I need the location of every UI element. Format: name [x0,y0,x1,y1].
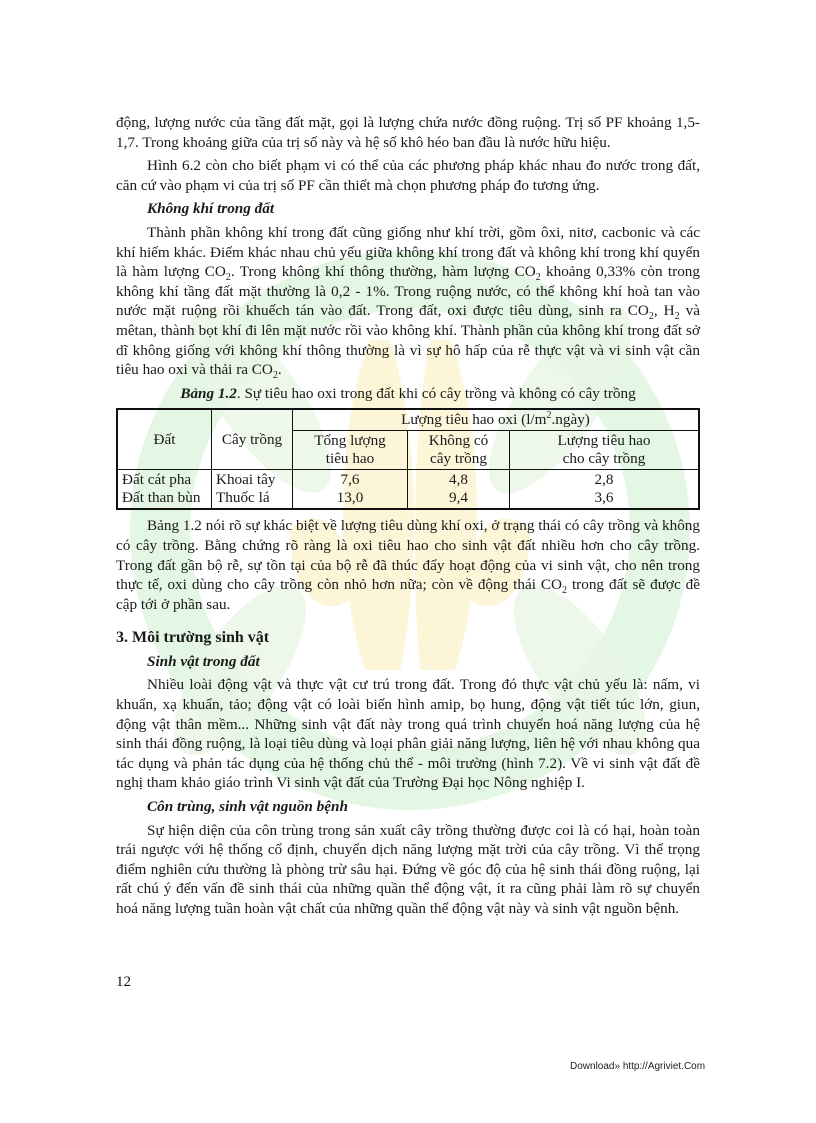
paragraph: Nhiều loài động vật và thực vật cư trú trong đất. Trong đó thực vật chủ yếu là: nấm, vi khuẩn, xạ khuẩn, tảo; động vật có loài biến hình amip, bọ hung, động vật tiết túc lớn, giun, động vật thân mềm... Những sinh vật đất này trong quá trình chuyển hoá năng lượng của hệ sinh thái đồng ruộng, là loại tiêu dùng và loại phân giải năng lượng, liên hệ với nhau không qua tác dụng và phản tác dụng của hệ thống chủ thể - môi trường (hình 7.2). Về vi sinh vật đất đề nghị tham khảo giáo trình Vi sinh vật đất của Trường Đại học Nông nghiệp I. [116,676,700,792]
header-without-crop: Không có cây trồng [408,431,510,470]
oxygen-consumption-table [116,408,700,510]
cell-crop: Khoai tây Thuốc lá [212,470,293,510]
header-cay-trong: Cây trồng [212,409,293,470]
paragraph: Hình 6.2 còn cho biết phạm vi có thể của các phương pháp khác nhau đo nước trong đất, căn cứ vào phạm vi của trị số PF cần thiết mà chọn phương pháp đo tương ứng. [116,157,700,194]
section-heading: 3. Môi trường sinh vật [116,629,270,647]
subheading-insects-pathogens: Côn trùng, sinh vật nguồn bệnh [147,798,348,816]
body-text [116,113,700,923]
paragraph: động, lượng nước của tầng đất mặt, gọi là lượng chứa nước đồng ruộng. Trị số PF khoảng 1,5-1,7. Trong khoảng giữa của trị số này và hệ số khô héo ban đầu là nước hữu hiệu. [116,114,700,151]
download-footer-link[interactable]: Download» http://Agriviet.Com [570,1061,706,1072]
cell-for-crop: 2,8 3,6 [510,470,700,510]
subheading-air-in-soil: Không khí trong đất [147,200,275,218]
header-for-crop: Lượng tiêu hao cho cây trồng [510,431,700,470]
cell-soil: Đất cát pha Đất than bùn [117,470,212,510]
paragraph: Bảng 1.2 nói rõ sự khác biệt về lượng tiêu dùng khí oxi, ở trạng thái có cây trồng và không có cây trồng. Bằng chứng rõ ràng là oxi tiêu hao cho sinh vật đất nhiều hơn cho cây trồng. Trong đất gần bộ rễ, sự tồn tại của bộ rễ đã thúc đẩy hoạt động của vi sinh vật, cho nên trong thực tế, oxi dùng cho cây trồng còn nhỏ hơn nữa; còn về động thái $CO_2$ trong đất sẽ được đề cập tới ở phần sau. [116,517,700,613]
paragraph: Sự hiện diện của côn trùng trong sản xuất cây trồng thường được coi là có hại, hoàn toàn trái ngược với hệ thống cố định, chuyển dịch năng lượng mặt trời của cây trồng. Vì thế trọng điểm nghiên cứu thường là phòng trừ sâu hại. Đứng về góc độ của hệ sinh thái đồng ruộng, lại rất chú ý đến vấn đề sinh thái của những quần thể động vật, ít ra cũng phải làm rõ sự chuyển hoá năng lượng tuần hoàn vật chất của những quần thể động vật này và sinh vật nguồn bệnh. [116,821,700,917]
subheading-soil-organisms: Sinh vật trong đất [147,652,260,670]
page-number: 12 [116,974,131,990]
cell-without-crop: 4,8 9,4 [408,470,510,510]
table-row [117,470,699,510]
header-total: Tổng lượng tiêu hao [293,431,408,470]
header-oxygen-group: Lượng tiêu hao oxi $(l/m^2.ngày)$ [293,409,700,431]
cell-total: 7,6 13,0 [293,470,408,510]
header-dat: Đất [117,409,212,470]
table-caption: Bảng 1.2. Sự tiêu hao oxi trong đất khi có cây trồng và không có cây trồng [180,384,636,402]
paragraph: Thành phần không khí trong đất cũng giống như khí trời, gồm ôxi, nitơ, cacbonic và các khí hiếm khác. Điểm khác nhau chủ yếu giữa không khí trong đất và không khí trong khí quyển là hàm lượng $CO_2$. Trong không khí thông thường, hàm lượng $CO_2$ khoảng 0,33% còn trong không khí tầng đất mặt thường là 0,2 - 1%. Trong ruộng nước, có thể không khí hoà tan vào nước mặt ruộng rồi khuếch tán vào đất. Trong đất, oxi được tiêu dùng, sinh ra $CO_2$, $H_2$ và mêtan, thành bọt khí đi lên mặt nước rồi vào không khí. Thành phần của không khí trong đất sở dĩ không giống với không khí thông thường là vì sự hô hấp của rễ thực vật và vi sinh vật cần tiêu hao oxi và thải ra $CO_2$. [116,223,700,382]
